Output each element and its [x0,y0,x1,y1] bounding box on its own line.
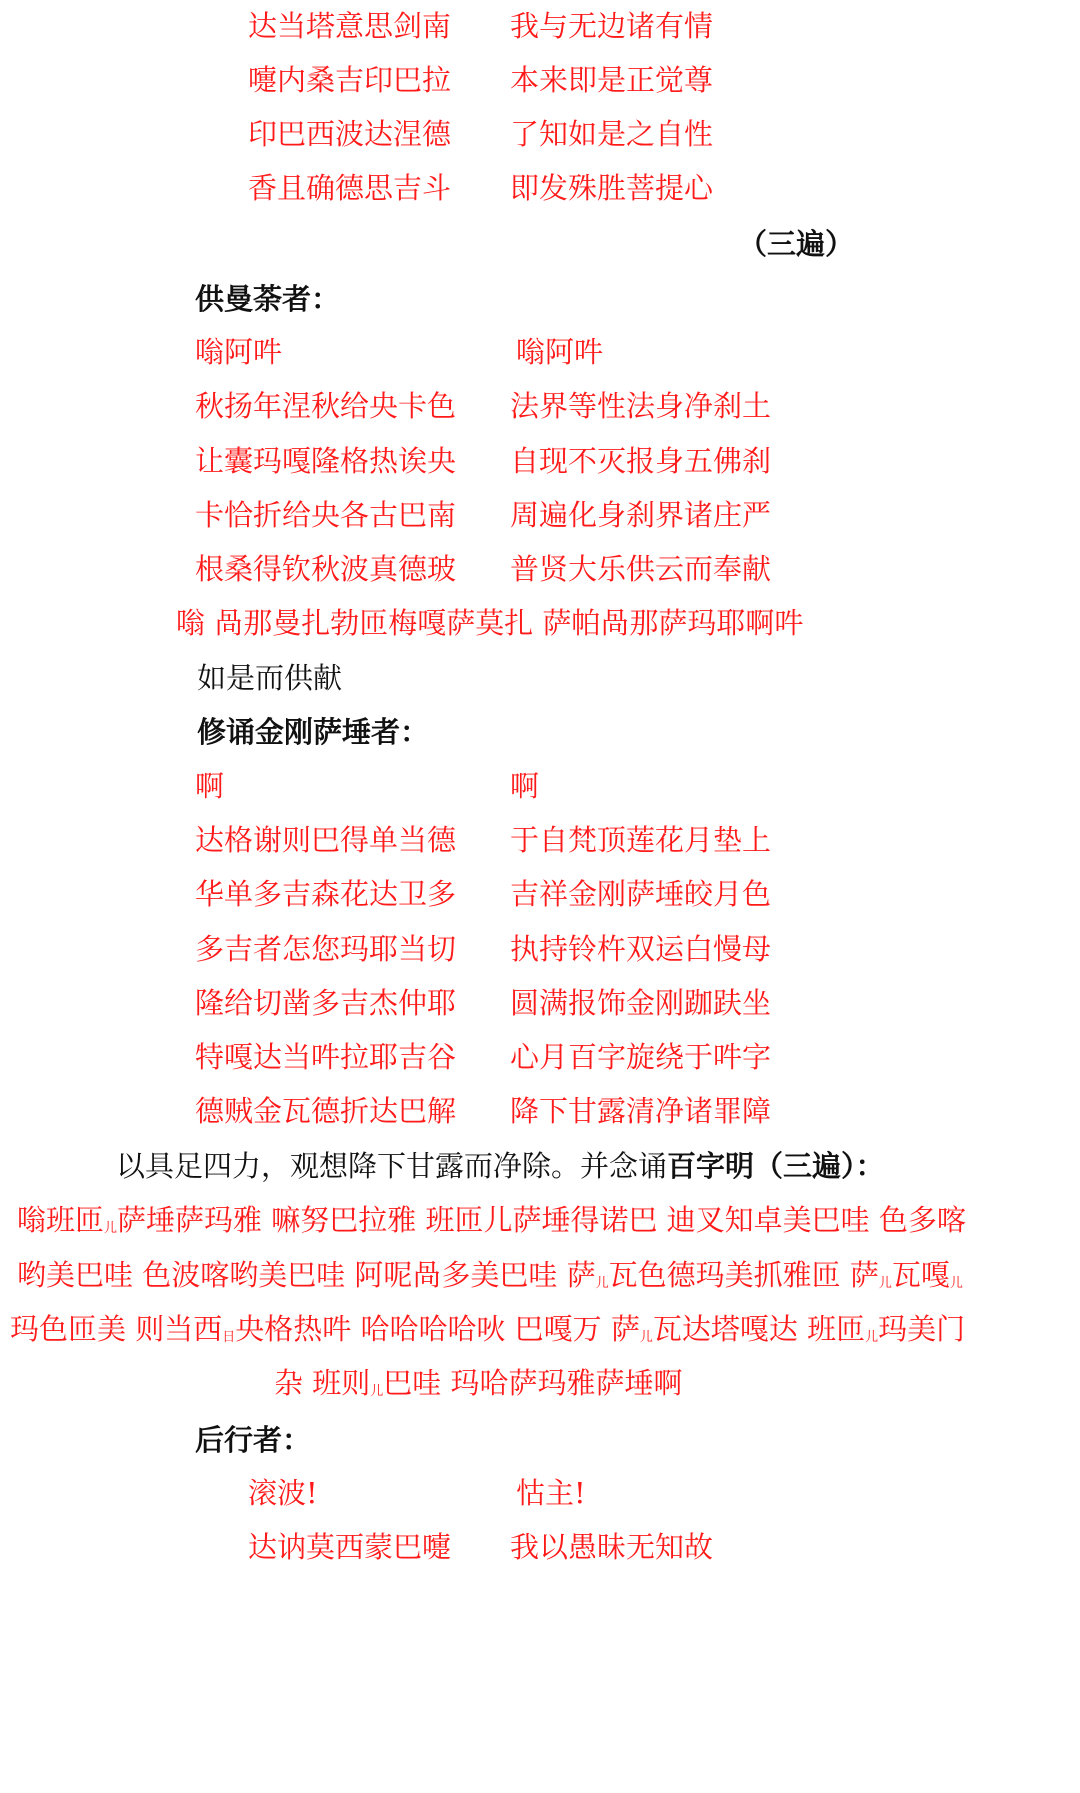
phonetic-text: 达当塔意思剑南 [248,9,452,43]
phonetic-text: 滚波! [248,1476,318,1510]
translation-text: 降下甘露清净诸罪障 [510,1094,772,1128]
mantra-text: 央格热吽 哈哈哈哈吙 巴嘎万 萨 [235,1312,640,1346]
phonetic-text: 让囊玛嘎隆格热诶央 [195,444,457,478]
mantra-subscript: 儿 [370,1384,384,1399]
phonetic-text: 秋扬年涅秋给央卡色 [195,389,457,423]
instruction-line [116,1148,885,1184]
mantra-text: 哟美巴哇 色波喀哟美巴哇 阿呢咼多美巴哇 萨 [17,1258,596,1292]
translation-text: 吉祥金刚萨埵皎月色 [510,877,772,911]
mantra-text: 瓦色德玛美抓雅匝 萨 [608,1258,879,1292]
translation-text: 我以愚昧无知故 [510,1530,714,1564]
offer-line: 如是而供献 [197,661,343,695]
translation-text: 啊 [510,769,540,803]
three-times-note: （三遍） [738,227,855,261]
mantra-subscript: 儿 [639,1330,653,1345]
mantra-subscript: 儿 [595,1276,609,1291]
mantra-text: 杂 班则 [274,1366,371,1400]
translation-text: 执持铃杵双运白慢母 [510,932,772,966]
hundred-syllable-line [274,1365,682,1410]
phonetic-text: 多吉者怎您玛耶当切 [195,932,457,966]
phonetic-text: 特嘎达当吽拉耶吉谷 [195,1040,457,1074]
phonetic-text: 嚏内桑吉印巴拉 [248,63,452,97]
mantra-text: 瓦嘎 [891,1258,950,1292]
translation-text: 心月百字旋绕于吽字 [510,1040,772,1074]
translation-text: 本来即是正觉尊 [510,63,714,97]
hundred-syllable-line [17,1257,963,1302]
phonetic-text: 啊 [195,769,225,803]
mantra-subscript: 儿 [949,1276,963,1291]
translation-text: 自现不灭报身五佛刹 [510,444,772,478]
hundred-syllable-line [17,1202,966,1247]
translation-text: 了知如是之自性 [510,117,714,151]
section-heading-mandala: 供曼荼者： [195,282,341,316]
phonetic-text: 印巴西波达涅德 [248,117,452,151]
phonetic-text: 达格谢则巴得单当德 [195,823,457,857]
phonetic-text: 根桑得钦秋波真德玻 [195,552,457,586]
mantra-subscript: 日 [222,1330,236,1345]
phonetic-text: 香且确德思吉斗 [248,171,452,205]
hundred-syllable-label: 百字明 [667,1149,755,1183]
translation-text: 周遍化身刹界诸庄严 [510,498,772,532]
section-heading-vajrasattva: 修诵金刚萨埵者： [197,715,430,749]
phonetic-text: 达讷莫西蒙巴嚏 [248,1530,452,1564]
translation-text: 圆满报饰金刚跏趺坐 [510,986,772,1020]
mantra-text: 玛色匝美 则当西 [10,1312,223,1346]
translation-text: 我与无边诸有情 [510,9,714,43]
instruction-text: 以具足四力，观想降下甘露而净除。并念诵 [116,1149,668,1183]
phonetic-text: 嗡阿吽 [195,335,283,369]
phonetic-text: 卡恰折给央各古巴南 [195,498,457,532]
translation-text: 于自梵顶莲花月垫上 [510,823,772,857]
mantra-text: 巴哇 玛哈萨玛雅萨埵啊 [383,1366,683,1400]
translation-text: 普贤大乐供云而奉献 [510,552,772,586]
hundred-syllable-line [10,1311,965,1356]
phonetic-text: 隆给切凿多吉杰仲耶 [195,986,457,1020]
section-heading-latter: 后行者： [195,1423,312,1457]
mantra-subscript: 儿 [104,1221,118,1236]
instruction-suffix: （三遍）： [754,1149,885,1183]
mantra-subscript: 儿 [878,1276,892,1291]
translation-text: 即发殊胜菩提心 [510,171,714,205]
translation-text: 法界等性法身净刹土 [510,389,772,423]
mantra-text: 瓦达塔嘎达 班匝 [652,1312,866,1346]
phonetic-text: 华单多吉森花达卫多 [195,877,457,911]
mantra-subscript: 儿 [865,1330,879,1345]
mantra-text: 玛美门 [878,1312,966,1346]
translation-text: 怙主! [516,1476,586,1510]
mantra-text: 萨埵萨玛雅 嘛努巴拉雅 班匝儿萨埵得诺巴 迪叉知卓美巴哇 色多喀 [117,1203,966,1237]
translation-text: 嗡阿吽 [516,335,604,369]
mantra-text: 嗡班匝 [17,1203,105,1237]
mandala-mantra: 嗡 咼那曼扎勃匝梅嘎萨莫扎 萨帕咼那萨玛耶啊吽 [176,606,804,640]
phonetic-text: 德贼金瓦德折达巴解 [195,1094,457,1128]
